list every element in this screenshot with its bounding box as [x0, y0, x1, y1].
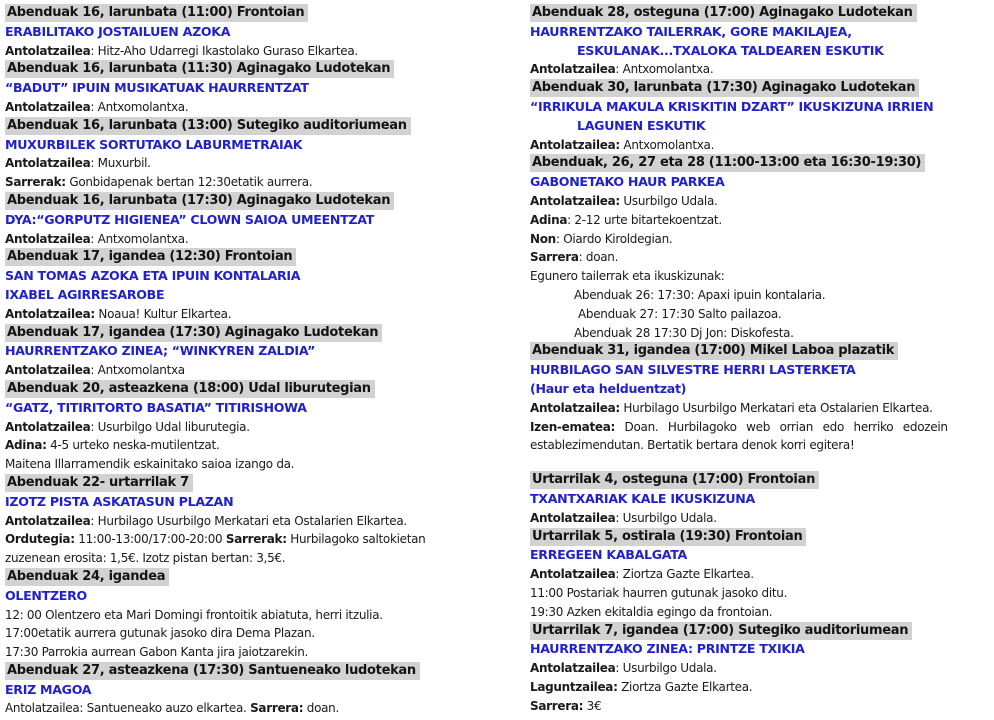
event-title: [5, 267, 530, 286]
detail-line: [530, 584, 994, 603]
event-header: [5, 117, 530, 136]
event-header: [5, 662, 530, 681]
detail-line: [5, 230, 530, 249]
event-title: [530, 42, 994, 61]
text-segment: ERABILITAKO JOSTAILUEN AZOKA: [5, 23, 231, 39]
text-segment: : Antxomolantxa.: [615, 62, 714, 77]
detail-line: [5, 699, 530, 718]
text-segment: 11:00-13:00/17:00-20:00: [74, 532, 226, 547]
text-segment: : Oiardo Kiroldegian.: [555, 231, 673, 246]
event-title: [530, 98, 994, 117]
header-highlight: [5, 662, 420, 680]
detail-line: [530, 324, 994, 343]
event-header: [5, 380, 530, 399]
event-header: [5, 4, 530, 23]
detail-line: [5, 173, 530, 192]
text-segment: Antolatzailea: [530, 567, 616, 582]
detail-line: [5, 154, 530, 173]
text-segment: HAURRENTZAKO ZINEA: PRINTZE TXIKIA: [530, 641, 805, 657]
text-segment: Adina:: [5, 438, 47, 453]
text-segment: HURBILAGO SAN SILVESTRE HERRI LASTERKETA: [530, 362, 856, 378]
text-segment: HAURRENTZAKO TAILERRAK, GORE MAKILAJEA,: [530, 23, 852, 39]
header-highlight: [5, 192, 394, 210]
text-segment: Egunero tailerrak eta ikuskizunak:: [530, 269, 725, 284]
text-segment: Hurbilago Usurbilgo Merkatari eta Ostalarien Elkartea.: [619, 400, 933, 415]
event-header: [5, 60, 530, 79]
text-segment: “IRRIKULA MAKULA KRISKITIN DZART” IKUSKIZUNA IRRIEN: [530, 98, 934, 114]
text-segment: Abenduak 31, igandea (17:00) Mikel Laboa plazatik: [532, 343, 895, 359]
event-title: [530, 23, 994, 42]
column-right: [530, 4, 994, 718]
text-segment: Antolatzailea: [5, 363, 91, 378]
text-segment: Urtarrilak 5, ostirala (19:30) Frontoian: [532, 528, 803, 544]
detail-line: [5, 512, 530, 531]
text-segment: Sarrera:: [530, 698, 584, 713]
event-title: [5, 211, 530, 230]
text-segment: : Antxomolantxa.: [90, 231, 189, 246]
detail-line: [530, 399, 994, 418]
detail-line: [5, 418, 530, 437]
detail-line: [5, 436, 530, 455]
text-segment: Antolatzailea: [530, 510, 616, 525]
text-segment: Antolatzailea: [5, 419, 91, 434]
text-segment: Abenduak 28 17:30 Dj Jon: Diskofesta.: [574, 325, 794, 340]
text-segment: MUXURBILEK SORTUTAKO LABURMETRAIAK: [5, 136, 303, 152]
detail-line: [530, 60, 994, 79]
event-title: [530, 380, 994, 399]
text-segment: Gonbidapenak bertan 12:30etatik aurrera.: [65, 175, 313, 190]
event-title: [5, 342, 530, 361]
text-segment: DYA:“GORPUTZ HIGIENEA” CLOWN SAIOA UMEENTZAT: [5, 211, 375, 227]
text-segment: Abenduak 16, larunbata (17:30) Aginagako Ludotekan: [7, 192, 391, 208]
text-segment: HAURRENTZAKO ZINEA; “WINKYREN ZALDIA”: [5, 343, 316, 359]
text-segment: “GATZ, TITIRITORTO BASATIA” TITIRISHOWA: [5, 399, 307, 415]
header-highlight: [5, 474, 193, 492]
detail-line: [530, 509, 994, 528]
text-segment: Hurbilagoko saltokietan: [286, 532, 426, 547]
header-highlight: [5, 324, 382, 342]
header-highlight: [5, 117, 411, 135]
detail-line: [5, 549, 530, 568]
text-segment: : doan.: [578, 250, 619, 265]
text-segment: Maitena Illarramendik eskainitako saioa izango da.: [5, 457, 295, 472]
text-segment: 19:30 Azken ekitaldia egingo da frontoian.: [530, 604, 773, 619]
text-segment: : Antxomolantxa.: [90, 99, 189, 114]
detail-line: [5, 305, 530, 324]
detail-line: [530, 267, 994, 286]
text-segment: Urtarrilak 4, osteguna (17:00) Frontoian: [532, 472, 816, 488]
event-header: [5, 192, 530, 211]
text-segment: TXANTXARIAK KALE IKUSKIZUNA: [530, 490, 755, 506]
detail-line: [5, 361, 530, 380]
text-segment: : Muxurbil.: [90, 156, 151, 171]
text-segment: 3€: [583, 698, 602, 713]
detail-line: [530, 697, 994, 716]
text-segment: Abenduak 22- urtarrilak 7: [7, 474, 189, 490]
text-segment: Sarrera: [530, 250, 579, 265]
text-segment: Antolatzailea:: [530, 193, 620, 208]
detail-line: [530, 305, 994, 324]
event-title: [5, 587, 530, 606]
header-highlight: [530, 79, 919, 97]
detail-line: [530, 603, 994, 622]
text-segment: GABONETAKO HAUR PARKEA: [530, 174, 725, 190]
event-title: [5, 399, 530, 418]
text-segment: Antolatzailea: [5, 231, 91, 246]
text-segment: 12: 00 Olentzero eta Mari Domingi frontoitik abiatuta, herri itzulia.: [5, 607, 383, 622]
event-title: [5, 493, 530, 512]
header-highlight: [530, 342, 898, 360]
header-highlight: [530, 4, 917, 22]
header-highlight: [5, 60, 394, 78]
detail-line: [530, 230, 994, 249]
text-segment: Abenduak 17, igandea (17:30) Aginagako Ludotekan: [7, 324, 379, 340]
text-segment: 11:00 Postariak haurren gutunak jasoko ditu.: [530, 585, 788, 600]
text-segment: Antolatzailea: [530, 62, 616, 77]
detail-line: [530, 436, 994, 455]
text-segment: Abenduak 24, igandea: [7, 568, 166, 584]
event-header: [530, 528, 994, 547]
event-header: [5, 248, 530, 267]
text-segment: Antxomolantxa.: [619, 137, 715, 152]
text-segment: Antolatzailea: [530, 661, 616, 676]
text-segment: Sarrera:: [250, 701, 304, 716]
event-header: [530, 154, 994, 173]
event-header: [530, 342, 994, 361]
text-segment: Sarrerak:: [5, 175, 66, 190]
detail-line: [530, 678, 994, 697]
text-segment: IZOTZ PISTA ASKATASUN PLAZAN: [5, 493, 234, 509]
detail-line: [530, 136, 994, 155]
header-highlight: [5, 380, 375, 398]
detail-line: [530, 565, 994, 584]
event-title: [5, 79, 530, 98]
text-segment: Abenduak 17, igandea (12:30) Frontoian: [7, 249, 293, 265]
text-segment: Abenduak 20, asteazkena (18:00) Udal liburutegian: [7, 380, 371, 396]
event-title: [5, 286, 530, 305]
text-segment: : Hitz-Aho Udarregi Ikastolako Guraso Elkartea.: [90, 43, 358, 58]
text-segment: Ordutegia:: [5, 532, 75, 547]
text-segment: ESKULANAK...TXALOKA TALDEAREN ESKUTIK: [577, 42, 884, 58]
text-segment: Doan. Hurbilagoko web orrian edo herriko edozein: [615, 419, 948, 434]
detail-line: [530, 248, 994, 267]
detail-line: [5, 98, 530, 117]
text-segment: Abenduak 16, larunbata (11:00) Frontoian: [7, 5, 305, 20]
header-highlight: [530, 471, 819, 489]
event-header: [5, 568, 530, 587]
text-segment: Antolatzailea: [5, 99, 91, 114]
text-segment: (Haur eta helduentzat): [530, 380, 687, 396]
text-segment: ERREGEEN KABALGATA: [530, 547, 688, 563]
detail-line: [530, 211, 994, 230]
event-header: [530, 622, 994, 641]
text-segment: Abenduak 16, larunbata (13:00) Sutegiko auditoriumean: [7, 117, 407, 133]
detail-line: [5, 42, 530, 61]
event-title: [530, 173, 994, 192]
event-title: [530, 117, 994, 136]
text-segment: : Usurbilgo Udala.: [615, 661, 717, 676]
column-left: [0, 4, 530, 718]
text-segment: : Usurbilgo Udal liburutegia.: [90, 419, 250, 434]
text-segment: Laguntzailea:: [530, 679, 618, 694]
text-segment: Antolatzailea:: [530, 137, 620, 152]
text-segment: Sarrerak:: [225, 532, 287, 547]
text-segment: Non: [530, 231, 556, 246]
detail-line: [5, 643, 530, 662]
text-segment: 17:00etatik aurrera gutunak jasoko dira Dema Plazan.: [5, 626, 315, 641]
text-segment: Noaua! Kultur Elkartea.: [94, 306, 232, 321]
text-segment: Urtarrilak 7, igandea (17:00) Sutegiko auditoriumean: [532, 622, 909, 638]
event-title: [5, 681, 530, 700]
detail-line: [530, 418, 994, 437]
text-segment: IXABEL AGIRRESAROBE: [5, 286, 165, 302]
text-segment: : 2-12 urte bitartekoentzat.: [567, 212, 722, 227]
detail-line: [5, 530, 530, 549]
text-segment: Antolatzailea:: [5, 306, 95, 321]
text-segment: “BADUT” IPUIN MUSIKATUAK HAURRENTZAT: [5, 80, 309, 96]
detail-line: [530, 286, 994, 305]
text-segment: Abenduak 16, larunbata (11:30) Aginagako Ludotekan: [7, 61, 391, 77]
text-segment: Abenduak, 26, 27 eta 28 (11:00-13:00 eta 16:30-19:30): [532, 155, 922, 171]
text-segment: Antolatzailea: [5, 513, 91, 528]
detail-line: [5, 455, 530, 474]
text-segment: OLENTZERO: [5, 587, 87, 603]
text-segment: Ziortza Gazte Elkartea.: [617, 679, 753, 694]
text-segment: Antolatzailea: [5, 156, 91, 171]
event-title: [530, 640, 994, 659]
detail-line: [5, 606, 530, 625]
event-title: [5, 136, 530, 155]
event-header: [5, 324, 530, 343]
event-title: [530, 361, 994, 380]
text-segment: : Antxomolantxa: [90, 363, 185, 378]
text-segment: Izen-ematea:: [530, 419, 616, 434]
text-segment: : Ziortza Gazte Elkartea.: [615, 567, 754, 582]
detail-line: [5, 624, 530, 643]
header-highlight: [5, 248, 296, 266]
text-segment: 4-5 urteko neska-mutilentzat.: [46, 438, 220, 453]
header-highlight: [5, 4, 308, 22]
header-highlight: [530, 154, 925, 172]
event-title: [530, 546, 994, 565]
header-highlight: [530, 622, 912, 640]
text-segment: Abenduak 27, asteazkena (17:30) Santueneako ludotekan: [7, 662, 416, 678]
event-header: [5, 474, 530, 493]
text-segment: doan.: [303, 701, 339, 716]
header-highlight: [5, 568, 169, 586]
text-segment: Abenduak 28, osteguna (17:00) Aginagako Ludotekan: [532, 5, 913, 20]
event-header: [530, 4, 994, 23]
text-segment: : Hurbilago Usurbilgo Merkatari eta Ostalarien Elkartea.: [90, 513, 407, 528]
event-title: [5, 23, 530, 42]
text-segment: SAN TOMAS AZOKA ETA IPUIN KONTALARIA: [5, 268, 301, 284]
text-segment: Antolatzailea: Santueneako auzo elkartea.: [5, 701, 251, 716]
text-segment: ERIZ MAGOA: [5, 681, 92, 697]
text-segment: Antolatzailea: [5, 43, 91, 58]
event-header: [530, 471, 994, 490]
text-segment: Usurbilgo Udala.: [619, 193, 718, 208]
header-highlight: [530, 528, 806, 546]
event-title: [530, 490, 994, 509]
event-header: [530, 79, 994, 98]
detail-line: [530, 192, 994, 211]
text-segment: Abenduak 30, larunbata (17:30) Aginagako Ludotekan: [532, 80, 916, 96]
text-segment: Abenduak 26: 17:30: Apaxi ipuin kontalaria.: [574, 287, 826, 302]
detail-line: [530, 659, 994, 678]
text-segment: : Usurbilgo Udala.: [615, 510, 717, 525]
text-segment: establezimendutan. Bertatik bertara denok korri egitera!: [530, 438, 855, 453]
text-segment: Antolatzailea:: [530, 400, 620, 415]
text-segment: 17:30 Parrokia aurrean Gabon Kanta jira jaiotzarekin.: [5, 645, 309, 660]
text-segment: LAGUNEN ESKUTIK: [577, 117, 706, 133]
text-segment: Abenduak 27: 17:30 Salto pailazoa.: [578, 306, 782, 321]
text-segment: Adina: [530, 212, 568, 227]
text-segment: zuzenean erosita: 1,5€. Izotz pistan bertan: 3,5€.: [5, 551, 286, 566]
